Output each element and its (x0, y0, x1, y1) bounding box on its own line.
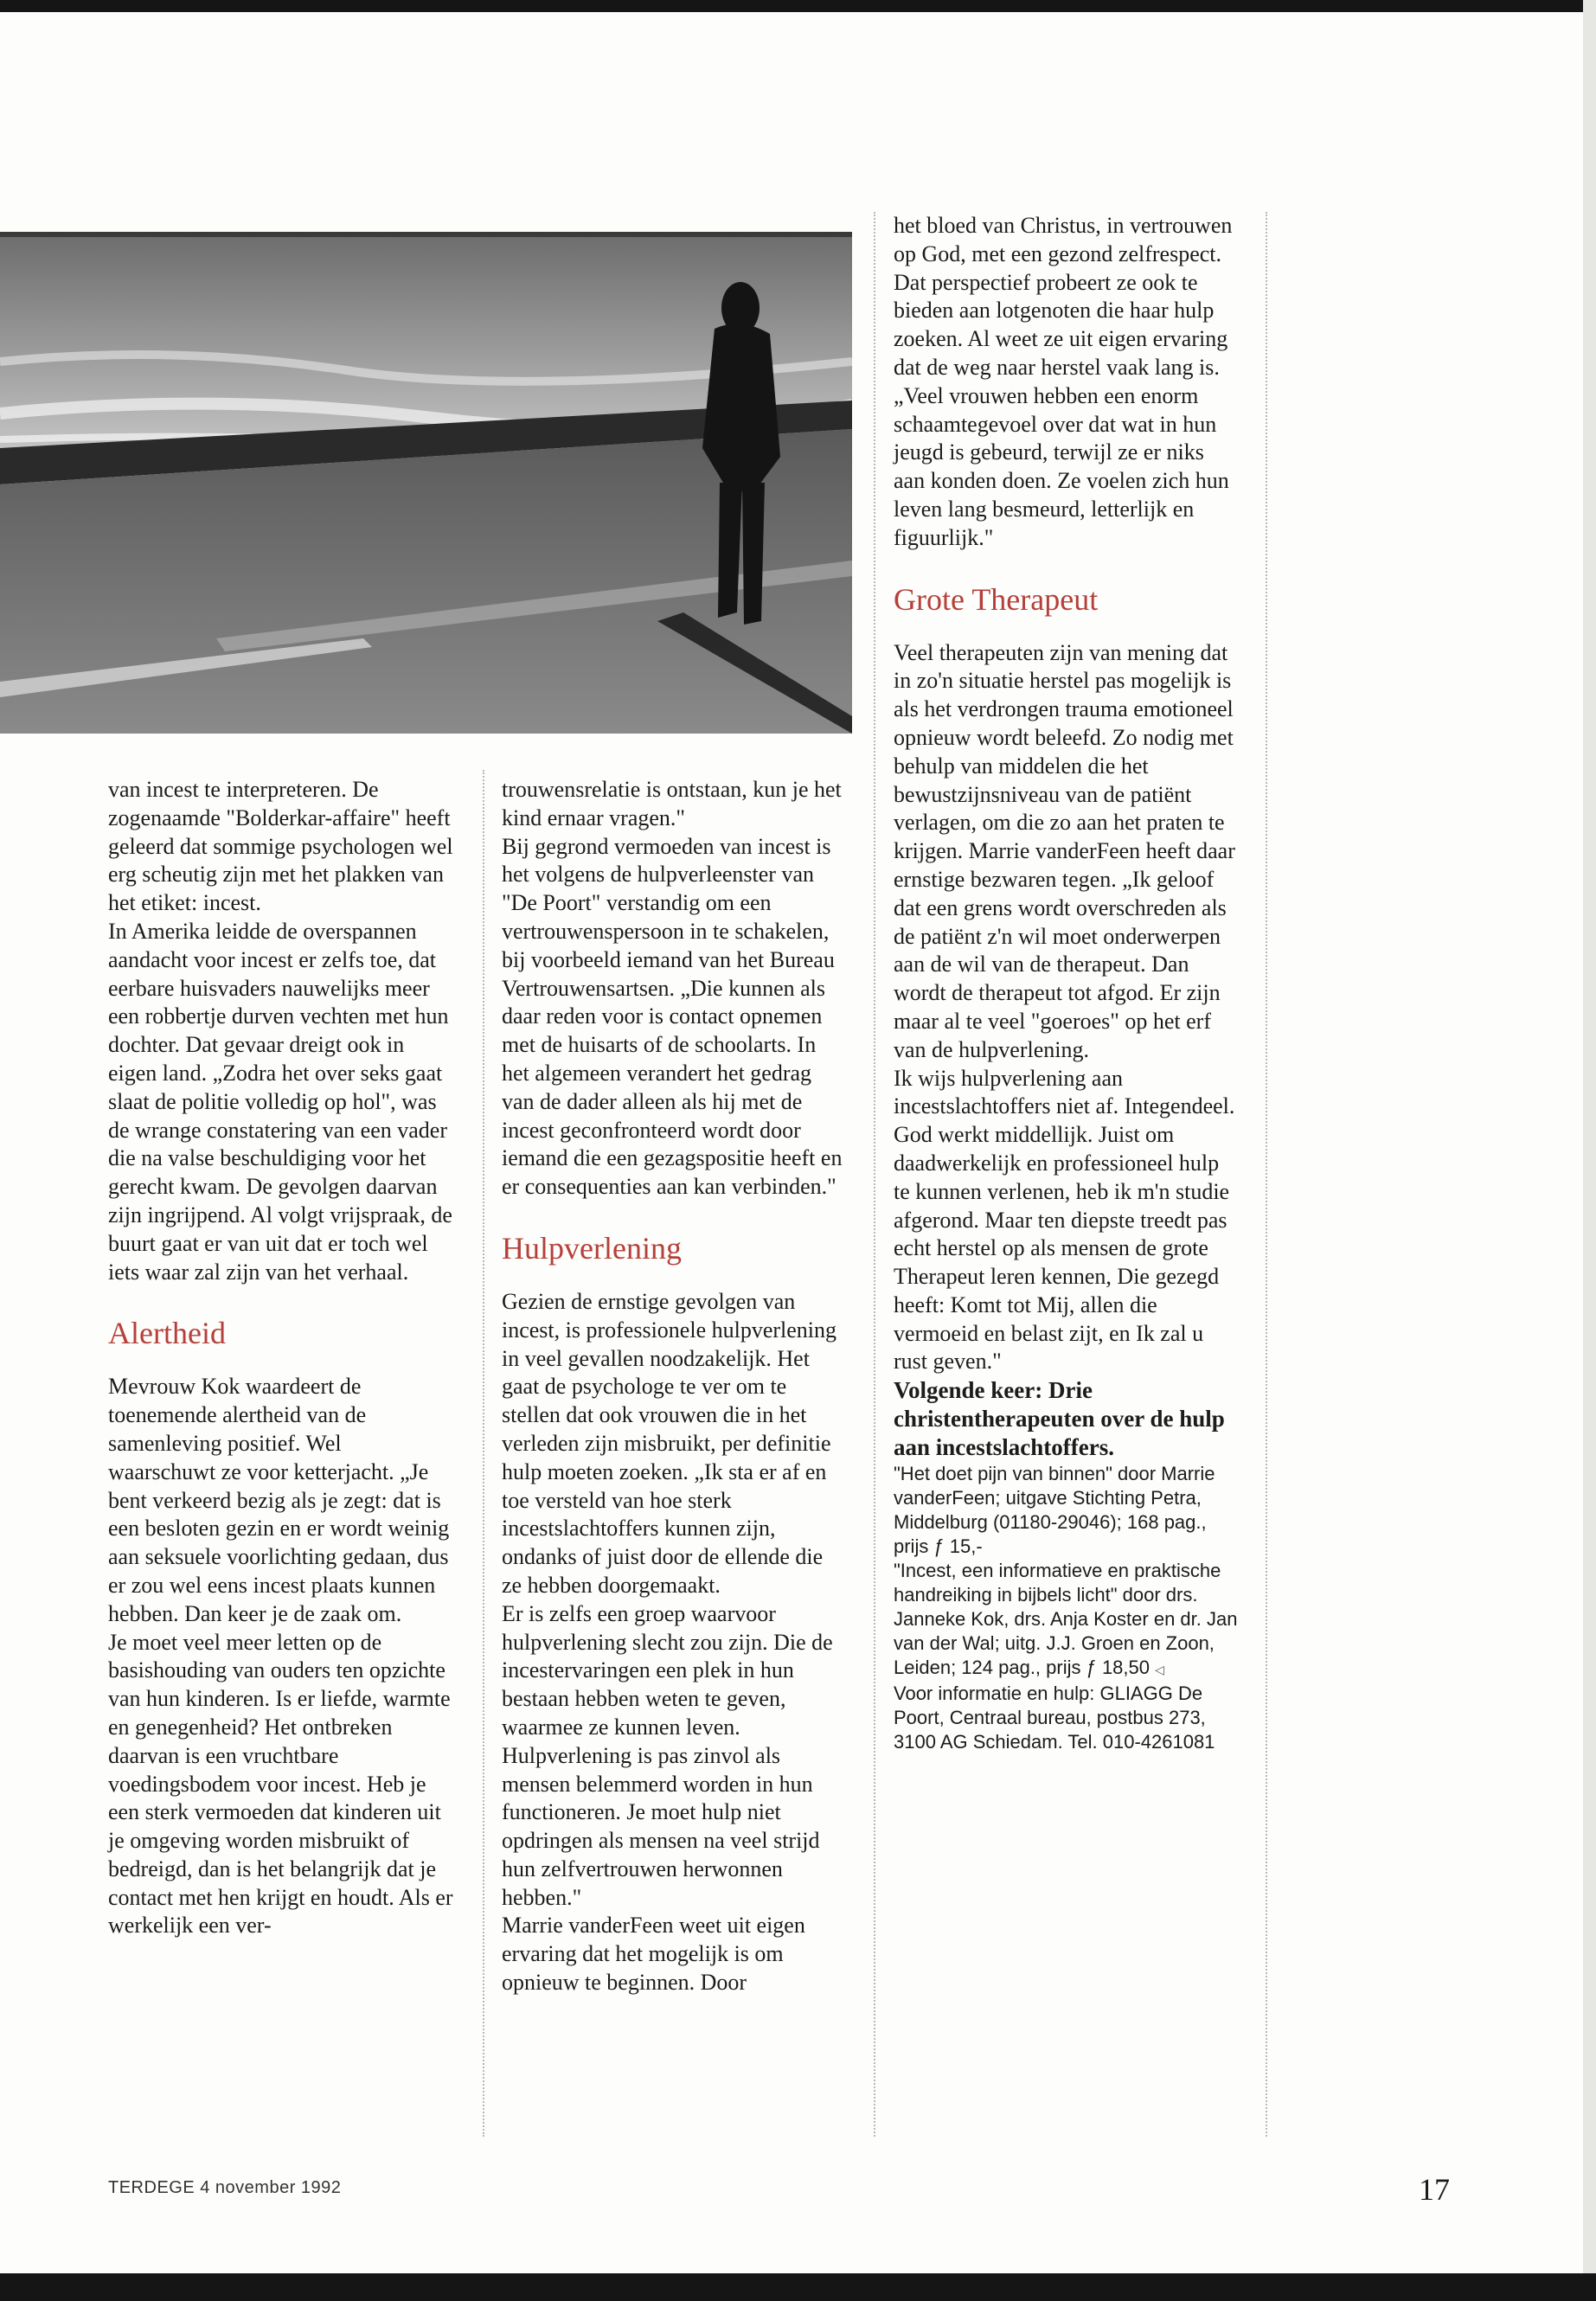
paragraph: van incest te interpreteren. De zogenaamde "Bolderkar-affaire" heeft geleerd dat sommige psychologen wel erg scheutig zijn met het plakken van het etiket: incest. (108, 777, 453, 916)
column-divider (874, 212, 875, 2137)
paragraph: Er is zelfs een groep waarvoor hulpverlening slecht zou zijn. Die de incestervaringen een plek in hun bestaan hebben weten te geven, waarmee ze kunnen leven. Hulpverlening is pas zinvol als mensen belemmerd worden in hun functioneren. Je moet hulp niet opdringen als mensen na veel strijd hun zelfvertrouwen herwonnen hebben." (502, 1600, 833, 1910)
seashore-photo (0, 232, 852, 734)
subheading-grote-therapeut: Grote Therapeut (894, 581, 1099, 617)
book-reference-1: "Het doet pijn van binnen" door Marrie vanderFeen; uitgave Stichting Petra, Middelburg (01180-29046); 168 pag., prijs ƒ 15,- (894, 1463, 1215, 1558)
paragraph: Gezien de ernstige gevolgen van incest, is professionele hulpverlening in veel gevallen noodzakelijk. Het gaat de psychologe te ver om te stellen dat ook vrouwen die in het verleden zijn misbruikt, per definitie hulp moeten zoeken. „Ik sta er af en toe versteld van hoe sterk incestslachtoffers kunnen zijn, ondanks of juist door de ellende die ze hebben doorgemaakt. (502, 1288, 837, 1598)
book-reference-2 (894, 1559, 1240, 1682)
paragraph: Ik wijs hulpverlening aan incestslachtoffers niet af. Integendeel. God werkt middellijk. Juist om daadwerkelijk en professioneel hulp te kunnen verlenen, heb ik m'n studie afgerond. Maar ten diepste treedt pas echt herstel op als mensen de grote Therapeut leren kennen, Die gezegd heeft: Komt tot Mij, allen die vermoeid en belast zijt, en Ik zal u rust geven." (894, 1065, 1235, 1375)
paragraph: Veel therapeuten zijn van mening dat in zo'n situatie herstel pas mogelijk is als het verdrongen trauma emotioneel opnieuw wordt beleefd. Zo nodig met behulp van middelen die het bewustzijnsniveau van de patiënt verlagen, om die zo aan het praten te krijgen. Marrie vanderFeen heeft daar ernstige bezwaren tegen. „Ik geloof dat een grens wordt overschreden als de patiënt z'n wil moet onderwerpen aan de wil van de therapeut. Dan wordt de therapeut tot afgod. Er zijn maar al te veel "goeroes" op het erf van de hulpverlening. (894, 639, 1235, 1062)
page-number: 17 (1419, 2172, 1450, 2207)
paragraph: Bij gegrond vermoeden van incest is het volgens de hulpverleenster van "De Poort" verstandig om een vertrouwenspersoon in te schakelen, bij voorbeeld iemand van het Bureau Vertrouwensartsen. „Die kunnen als daar reden voor is contact opnemen met de huisarts of de schoolarts. In het algemeen verandert het gedrag van de dader alleen als hij met de incest geconfronteerd wordt door iemand die een gezagspositie heeft en er consequenties aan kan verbinden." (502, 833, 843, 1200)
paragraph: Marrie vanderFeen weet uit eigen ervaring dat het mogelijk is om opnieuw te beginnen. Door (502, 1913, 805, 1996)
subheading-hulpverlening: Hulpverlening (502, 1230, 682, 1266)
column-divider (1266, 212, 1267, 2137)
right-scan-edge (1583, 0, 1596, 2301)
subheading-alertheid: Alertheid (108, 1316, 226, 1351)
paragraph: het bloed van Christus, in vertrouwen op God, met een gezond zelfrespect. Dat perspectief probeert ze ook te bieden aan lotgenoten die haar hulp zoeken. Al weet ze uit eigen ervaring dat de weg naar herstel vaak lang is. „Veel vrouwen hebben een enorm schaamtegevoel over dat wat in hun jeugd is gebeurd, terwijl ze er niks aan konden doen. Ze voelen zich hun leven lang besmeurd, letterlijk en figuurlijk." (894, 213, 1233, 550)
contact-info: Voor informatie en hulp: GLIAGG De Poort, Centraal bureau, postbus 273, 3100 AG Schiedam. Tel. 010-4261081 (894, 1682, 1215, 1753)
book-reference-2-text: "Incest, een informatieve en praktische handreiking in bijbels licht" door drs. Janneke Kok, drs. Anja Koster en dr. Jan van der Wal; uitg. J.J. Groen en Zoon, Leiden; 124 pag., prijs ƒ 18,50 (894, 1560, 1238, 1679)
column-divider (483, 770, 484, 2137)
bottom-scan-border (0, 2273, 1596, 2301)
column-1 (108, 776, 454, 1940)
column-3 (894, 212, 1240, 1754)
paragraph: Je moet veel meer letten op de basishouding van ouders ten opzichte van hun kinderen. Is er liefde, warmte en genegenheid? Het ontbreken daarvan is een vruchtbare voedingsbodem voor incest. Heb je een sterk vermoeden dat kinderen uit je omgeving worden misbruikt of bedreigd, dan is het belangrijk dat je contact met hen krijgt en houdt. Als er werkelijk een ver- (108, 1629, 453, 1939)
paragraph: Mevrouw Kok waardeert de toenemende alertheid van de samenleving positief. Wel waarschuwt ze voor ketterjacht. „Je bent verkeerd bezig als je zegt: dat is een besloten gezin en er wordt weinig aan seksuele voorlichting gedaan, dus er zou wel eens incest plaats kunnen hebben. Dan keer je de zaak om. (108, 1374, 450, 1626)
next-issue-teaser: Volgende keer: Drie christentherapeuten over de hulp aan incestslachtoffers. (894, 1377, 1225, 1461)
column-2 (502, 776, 848, 1997)
end-mark-icon: ◁ (1155, 1663, 1164, 1677)
paragraph: In Amerika leidde de overspannen aandacht voor incest er zelfs toe, dat eerbare huisvaders nauwelijks meer een robbertje durven vechten met hun dochter. Dat gevaar dreigt ook in eigen land. „Zodra het over seks gaat slaat de politie volledig op hol", was de wrange constatering van een vader die na valse beschuldiging voor het gerecht kwam. De gevolgen daarvan zijn ingrijpend. Al volgt vrijspraak, de buurt gaat er van uit dat er toch wel iets waar zal zijn van het verhaal. (108, 918, 452, 1285)
magazine-footer: TERDEGE 4 november 1992 (108, 2178, 342, 2197)
top-scan-border (0, 0, 1596, 12)
paragraph: trouwensrelatie is ontstaan, kun je het kind ernaar vragen." (502, 777, 842, 830)
